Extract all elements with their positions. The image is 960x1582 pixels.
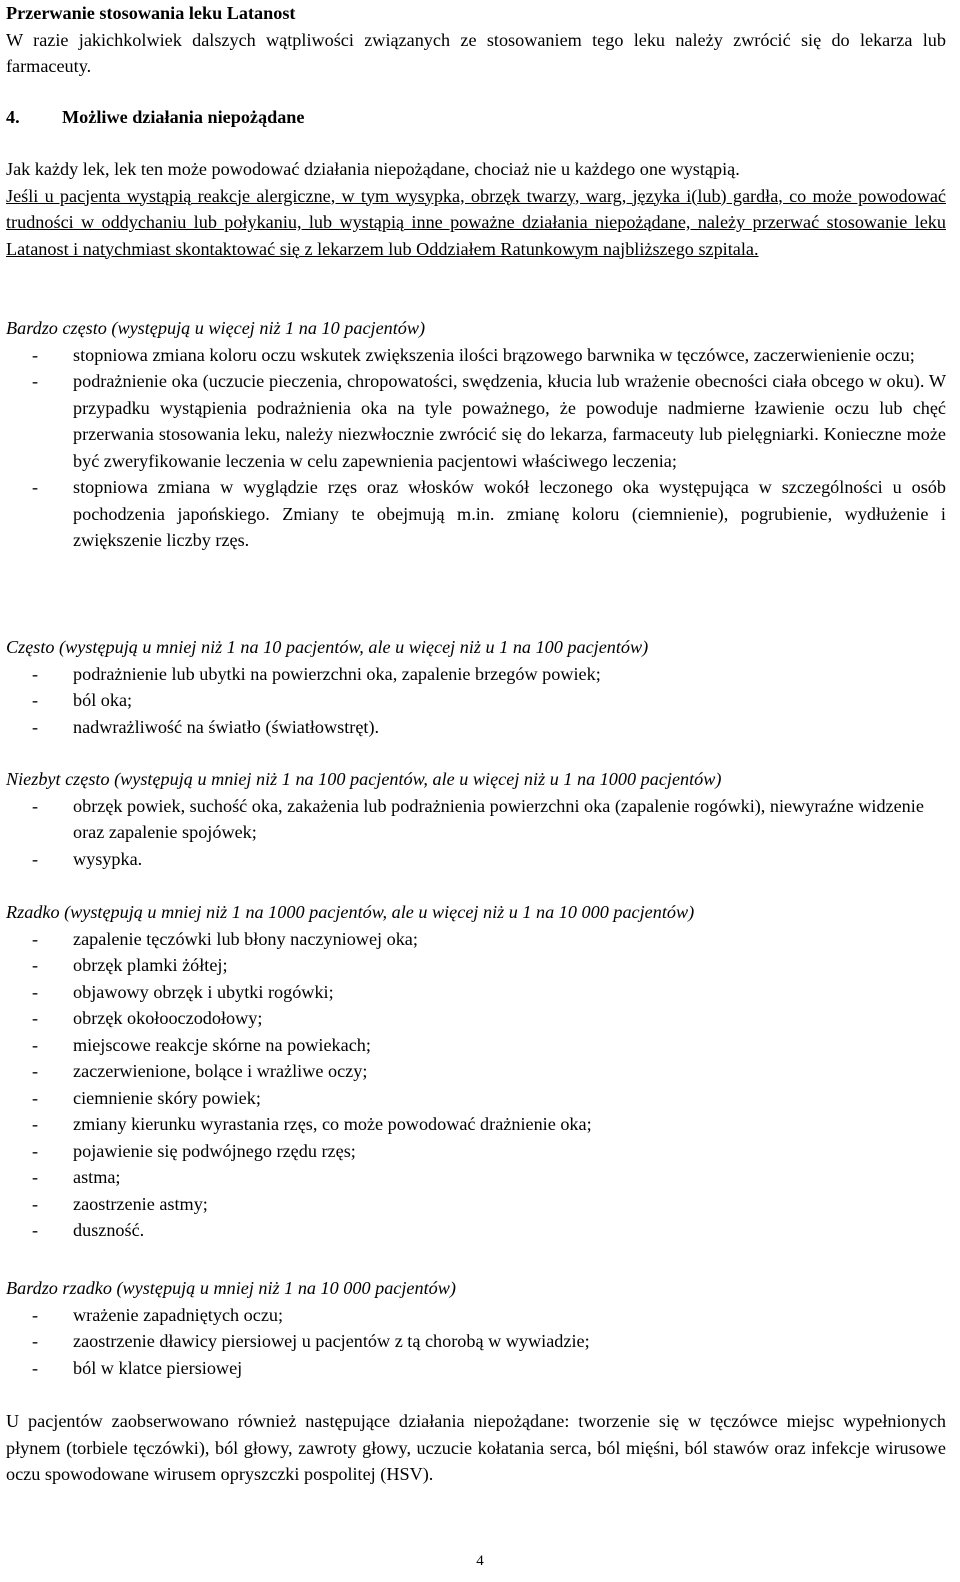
section-4-intro-block — [6, 156, 946, 262]
section-4-intro: Jak każdy lek, lek ten może powodować działania niepożądane, chociaż nie u każdego one wystąpią. — [6, 159, 740, 179]
list-item: - obrzęk okołooczodołowy; — [6, 1005, 946, 1032]
list-item: - miejscowe reakcje skórne na powiekach; — [6, 1032, 946, 1059]
rare-heading: Rzadko (występują u mniej niż 1 na 1000 pacjentów, ale u więcej niż u 1 na 10 000 pacjentów) — [6, 902, 695, 922]
list-item: - zapalenie tęczówki lub błony naczyniowej oka; — [6, 926, 946, 953]
uncommon-heading: Niezbyt często (występują u mniej niż 1 na 100 pacjentów, ale u więcej niż u 1 na 1000 pacjentów) — [6, 769, 722, 789]
list-item: - ciemnienie skóry powiek; — [6, 1085, 946, 1112]
rare-section — [6, 899, 946, 1244]
list-item: - zaostrzenie dławicy piersiowej u pacjentów z tą chorobą w wywiadzie; — [6, 1328, 946, 1355]
very-common-section — [6, 315, 946, 554]
list-item: - wysypka. — [6, 846, 946, 873]
page-number: 4 — [476, 1553, 484, 1569]
very-common-heading: Bardzo często (występują u więcej niż 1 na 10 pacjentów) — [6, 318, 426, 338]
section-4-heading — [6, 104, 946, 131]
very-rare-section — [6, 1275, 946, 1381]
uncommon-section — [6, 766, 946, 872]
list-item: - podrażnienie oka (uczucie pieczenia, chropowatości, swędzenia, kłucia lub wrażenie obecności ciała obcego w oku). W przypadku wystąpienia podrażnienia oka na tyle poważnego, że powoduje nadmierne łzawienie oczu lub chęć przerwania stosowania leku, należy niezwłocznie zwrócić się do lekarza, farmaceuty lub pielęgniarki. Konieczne może być zweryfikowanie leczenia w celu zapewnienia pacjentowi właściwego leczenia; — [6, 368, 946, 474]
section-4-number: 4. — [6, 107, 20, 127]
list-item: - stopniowa zmiana w wyglądzie rzęs oraz włosków wokół leczonego oka występująca w szczególności u osób pochodzenia japońskiego. Zmiany te obejmują m.in. zmianę koloru (ciemnienie), pogrubienie, wydłużenie i zwiększenie liczby rzęs. — [6, 474, 946, 554]
list-item: - zmiany kierunku wyrastania rzęs, co może powodować drażnienie oka; — [6, 1111, 946, 1138]
common-list — [6, 661, 946, 741]
list-item: - nadwrażliwość na światło (światłowstręt). — [6, 714, 946, 741]
list-item: - duszność. — [6, 1217, 946, 1244]
list-item: - obrzęk powiek, suchość oka, zakażenia lub podrażnienia powierzchni oka (zapalenie rogówki), niewyraźne widzenie oraz zapalenie spojówek; — [6, 793, 946, 846]
very-rare-heading: Bardzo rzadko (występują u mniej niż 1 na 10 000 pacjentów) — [6, 1278, 456, 1298]
list-item: - pojawienie się podwójnego rzędu rzęs; — [6, 1138, 946, 1165]
allergy-warning: Jeśli u pacjenta wystąpią reakcje alergiczne, w tym wysypka, obrzęk twarzy, warg, języka i(lub) gardła, co może powodować trudności w oddychaniu lub połykaniu, lub wystąpią inne poważne działania niepożądane, należy przerwać stosowanie leku Latanost i natychmiast skontaktować się z lekarzem lub Oddziałem Ratunkowym najbliższego szpitala. — [6, 185, 946, 259]
section-stop-treatment — [6, 0, 946, 80]
common-heading: Często (występują u mniej niż 1 na 10 pacjentów, ale u więcej niż u 1 na 100 pacjentów) — [6, 637, 649, 657]
list-item: - obrzęk plamki żółtej; — [6, 952, 946, 979]
very-rare-list — [6, 1302, 946, 1382]
section-4-title: Możliwe działania niepożądane — [62, 107, 305, 127]
very-common-list — [6, 342, 946, 554]
list-item: - objawowy obrzęk i ubytki rogówki; — [6, 979, 946, 1006]
list-item: - stopniowa zmiana koloru oczu wskutek zwiększenia ilości brązowego barwnika w tęczówce, zaczerwienienie oczu; — [6, 342, 946, 369]
also-observed-text: U pacjentów zaobserwowano również następujące działania niepożądane: tworzenie się w tęczówce miejsc wypełnionych płynem (torbiele tęczówki), ból głowy, zawroty głowy, uczucie kołatania serca, ból mięśni, ból stawów oraz infekcje wirusowe oczu spowodowane wirusem opryszczki pospolitej (HSV). — [6, 1411, 946, 1484]
list-item: - wrażenie zapadniętych oczu; — [6, 1302, 946, 1329]
list-item: - zaczerwienione, bolące i wrażliwe oczy; — [6, 1058, 946, 1085]
list-item: - astma; — [6, 1164, 946, 1191]
list-item: - zaostrzenie astmy; — [6, 1191, 946, 1218]
also-observed-section — [6, 1408, 946, 1488]
section-stop-title: Przerwanie stosowania leku Latanost — [6, 3, 296, 23]
list-item: - podrażnienie lub ubytki na powierzchni oka, zapalenie brzegów powiek; — [6, 661, 946, 688]
rare-list — [6, 926, 946, 1244]
section-stop-text: W razie jakichkolwiek dalszych wątpliwości związanych ze stosowaniem tego leku należy zwrócić się do lekarza lub farmaceuty. — [6, 29, 946, 76]
common-section — [6, 634, 946, 740]
list-item: - ból oka; — [6, 687, 946, 714]
list-item: - ból w klatce piersiowej — [6, 1355, 946, 1382]
uncommon-list — [6, 793, 946, 873]
